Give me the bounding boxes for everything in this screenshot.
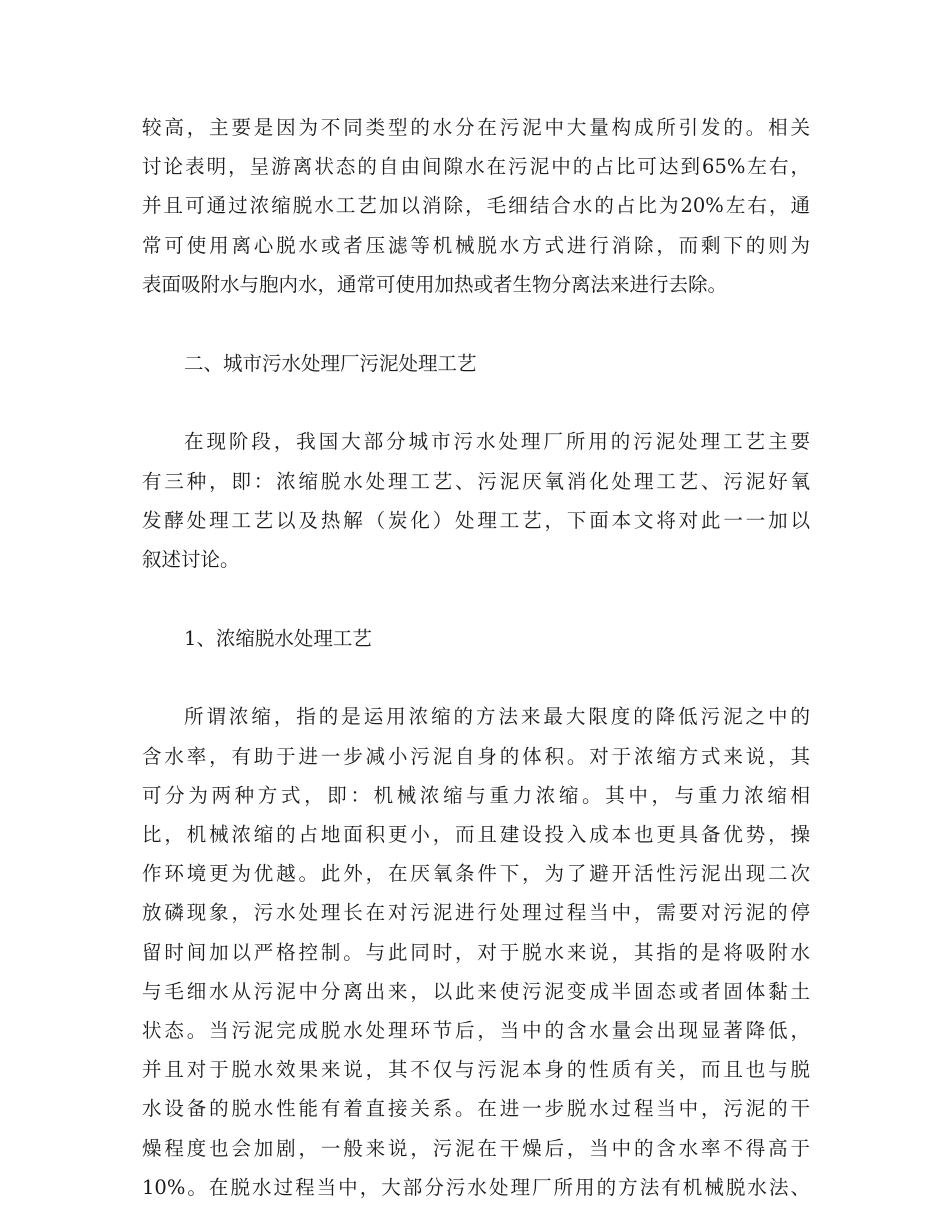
text-line: 在现阶段，我国大部分城市污水处理厂所用的污泥处理工艺主要: [184, 430, 810, 454]
text-line: 并且对于脱水效果来说，其不仅与污泥本身的性质有关，而且也与脱: [142, 1058, 810, 1082]
text-line: 较高，主要是因为不同类型的水分在污泥中大量构成所引发的。相关: [142, 116, 810, 139]
text-line: 燥程度也会加剧，一般来说，污泥在干燥后，当中的含水率不得高于: [142, 1136, 810, 1160]
paragraph-continuation: [142, 108, 810, 304]
text-line: 叙述讨论。: [142, 547, 240, 571]
text-line: 作环境更为优越。此外，在厌氧条件下，为了避开活性污泥出现二次: [142, 862, 810, 886]
text-line: 比，机械浓缩的占地面积更小，而且建设投入成本也更具备优势，操: [142, 823, 810, 846]
text-line: 所谓浓缩，指的是运用浓缩的方法来最大限度的降低污泥之中的: [184, 705, 810, 729]
text-line: 有三种，即：浓缩脱水处理工艺、污泥厌氧消化处理工艺、污泥好氧: [142, 469, 810, 493]
text-line: 放磷现象，污水处理长在对污泥进行处理过程当中，需要对污泥的停: [142, 901, 810, 925]
paragraph-body: [142, 697, 810, 1206]
subsection-heading: 1、浓缩脱水处理工艺: [184, 626, 372, 650]
text-line: 常可使用离心脱水或者压滤等机械脱水方式进行消除，而剩下的则为: [142, 233, 810, 257]
text-line: 10%。在脱水过程当中，大部分污水处理厂所用的方法有机械脱水法、: [142, 1175, 810, 1199]
section-heading: 二、城市污水处理厂污泥处理工艺: [184, 351, 477, 375]
text-line: 含水率，有助于进一步减小污泥自身的体积。对于浓缩方式来说，其: [142, 744, 810, 768]
text-line: 水设备的脱水性能有着直接关系。在进一步脱水过程当中，污泥的干: [142, 1097, 810, 1121]
text-line: 发酵处理工艺以及热解（炭化）处理工艺，下面本文将对此一一加以: [142, 508, 810, 532]
text-line: 表面吸附水与胞内水，通常可使用加热或者生物分离法来进行去除。: [142, 272, 728, 296]
paragraph-intro: [142, 422, 810, 579]
text-line: 留时间加以严格控制。与此同时，对于脱水来说，其指的是将吸附水: [142, 940, 810, 964]
text-line: 可分为两种方式，即：机械浓缩与重力浓缩。其中，与重力浓缩相: [142, 783, 810, 807]
document-page: [142, 108, 810, 1207]
text-line: 与毛细水从污泥中分离出来，以此来使污泥变成半固态或者固体黏土: [142, 979, 810, 1003]
text-line: 并且可通过浓缩脱水工艺加以消除，毛细结合水的占比为20%左右，通: [142, 194, 810, 218]
text-line: 状态。当污泥完成脱水处理环节后，当中的含水量会出现显著降低，: [142, 1018, 810, 1042]
text-line: 讨论表明，呈游离状态的自由间隙水在污泥中的占比可达到65%左右，: [142, 155, 810, 179]
